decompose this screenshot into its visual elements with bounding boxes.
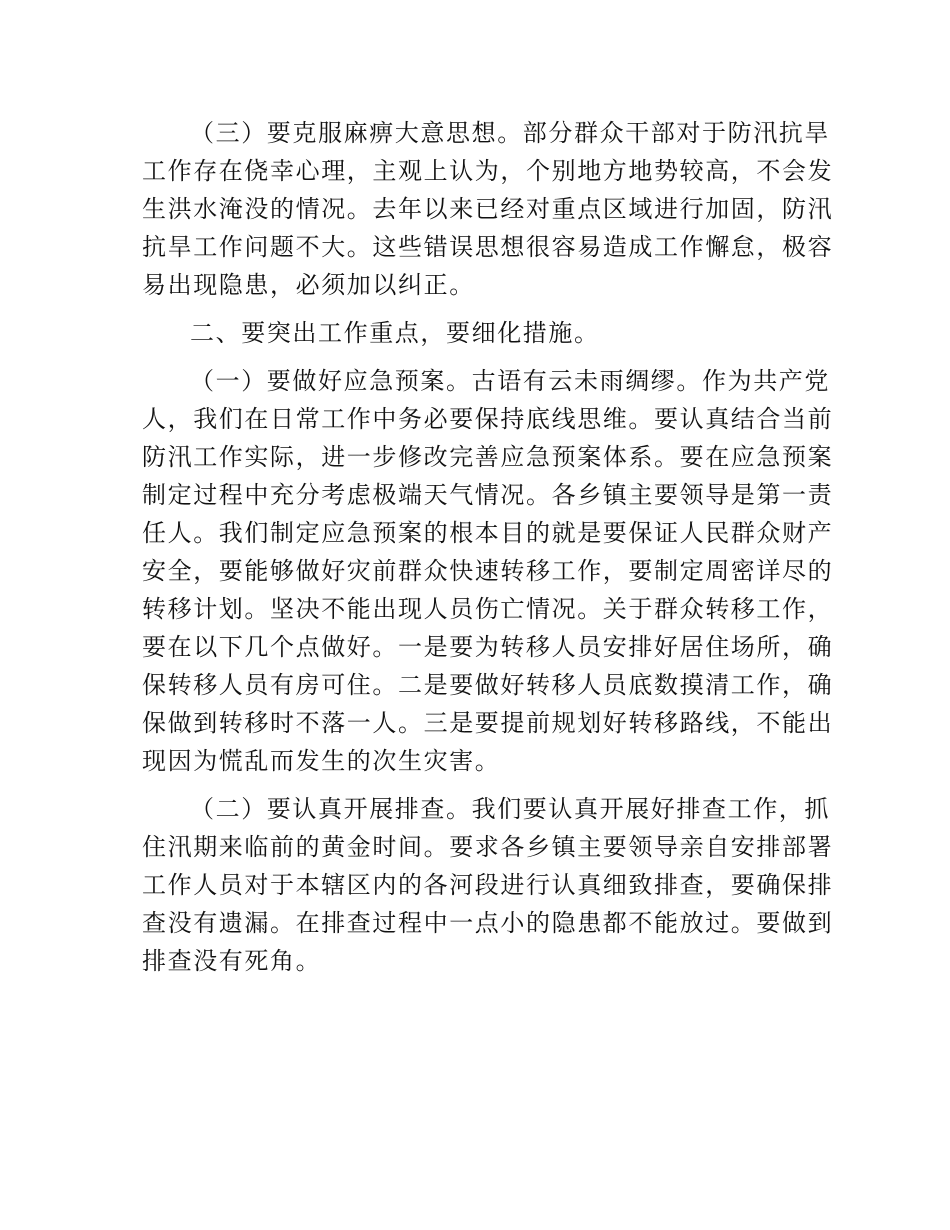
text-line: 二、要突出工作重点，要细化措施。 — [190, 319, 600, 347]
text-line: （三）要克服麻痹大意思想。部分群众干部对于防汛抗旱 — [190, 119, 830, 147]
text-line: 抗旱工作问题不大。这些错误思想很容易造成工作懈怠，极容 — [142, 233, 834, 261]
text-line: 工作人员对于本辖区内的各河段进行认真细致排查，要确保排 — [142, 871, 834, 899]
text-line: 转移计划。坚决不能出现人员伤亡情况。关于群众转移工作， — [142, 595, 834, 623]
text-line: 工作存在侥幸心理，主观上认为，个别地方地势较高，不会发 — [142, 157, 834, 185]
paragraph-inspection — [142, 790, 834, 980]
text-line: 现因为慌乱而发生的次生灾害。 — [142, 747, 501, 775]
text-line: 要在以下几个点做好。一是要为转移人员安排好居住场所，确 — [142, 633, 834, 661]
text-line: 保转移人员有房可住。二是要做好转移人员底数摸清工作，确 — [142, 671, 834, 699]
section-heading-key-work — [142, 314, 810, 352]
paragraph-overcome-complacency — [142, 114, 834, 304]
text-line: 排查没有死角。 — [142, 947, 322, 975]
text-line: 安全，要能够做好灾前群众快速转移工作，要制定周密详尽的 — [142, 557, 834, 585]
text-line: 任人。我们制定应急预案的根本目的就是要保证人民群众财产 — [142, 519, 834, 547]
text-line: （二）要认真开展排查。我们要认真开展好排查工作，抓 — [190, 795, 830, 823]
text-line: 防汛工作实际，进一步修改完善应急预案体系。要在应急预案 — [142, 443, 834, 471]
text-line: 住汛期来临前的黄金时间。要求各乡镇主要领导亲自安排部署 — [142, 833, 834, 861]
text-line: 制定过程中充分考虑极端天气情况。各乡镇主要领导是第一责 — [142, 481, 834, 509]
text-line: 人，我们在日常工作中务必要保持底线思维。要认真结合当前 — [142, 405, 834, 433]
text-line: 查没有遗漏。在排查过程中一点小的隐患都不能放过。要做到 — [142, 909, 834, 937]
text-line: 易出现隐患，必须加以纠正。 — [142, 271, 475, 299]
text-line: 保做到转移时不落一人。三是要提前规划好转移路线，不能出 — [142, 709, 834, 737]
document-body — [142, 114, 834, 980]
text-line: （一）要做好应急预案。古语有云未雨绸缪。作为共产党 — [190, 367, 830, 395]
paragraph-emergency-plan — [142, 362, 834, 780]
text-line: 生洪水淹没的情况。去年以来已经对重点区域进行加固，防汛 — [142, 195, 834, 223]
